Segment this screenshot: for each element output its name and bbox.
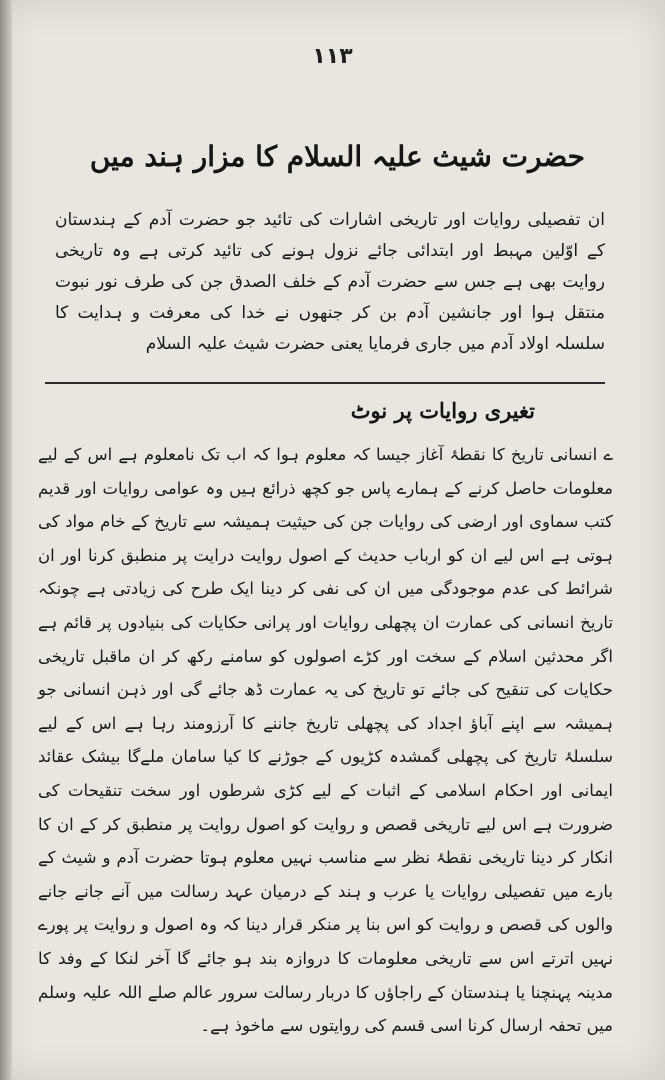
intro-text: ان تفصیلی روایات اور تاریخی اشارات کی تائید جو حضرت آدم کے ہندستان کے اوّلین مہبط اور ابتدائی جائے نزول ہونے کی تائید کرتی ہے وہ تاریخی روایت بھی ہے جس سے حضرت آدم کے خلف الصدق جن کی طرف نور نبوت منتقل ہوا اور جانشین آدم بن کر جنھوں نے خدا کی معرفت و ہدایت کا سلسلہ اولاد آدم میں جاری فرمایا یعنی حضرت شیث علیہ السلام [55, 210, 605, 354]
page-edge-shadow [0, 0, 12, 1080]
chapter-title: حضرت شیث علیہ السلام کا مزار ہند میں [89, 140, 585, 173]
note-heading: تغیری روایات پر نوٹ [350, 398, 535, 423]
intro-paragraph [55, 205, 605, 360]
note-text: ے انسانی تاریخ کا نقطۂ آغاز جیسا کہ معلوم ہوا کہ اب تک نامعلوم ہے اس کے لیے معلومات حاصل کرنے کے ہمارے پاس جو کچھ ذرائع ہیں وہ عوامی روایات اور قدیم کتب سماوی اور ارضی کی روایات جن کی حیثیت ہمیشہ سے تاریخ کے خام مواد کی ہوتی ہے اس لیے ان کو ارباب حدیث کے اصول روایت درایت پر منطبق کرنا اور ان شرائط کی عدم موجودگی میں ان کی نفی کر دینا ایک طرح کی زیادتی ہے چونکہ تاریخ انسانی کی عمارت ان پچھلی روایات اور پرانی حکایات کی بنیادوں پر قائم ہے اگر محدثین اسلام کے سخت اور کڑے اصولوں کو سامنے رکھ کر ان ماقبل تاریخی حکایات کی تنقیح کی جائے تو تاریخ کی یہ عمارت ڈھ جائے گی اور ذہن انسانی جو ہمیشہ سے اپنے آباؤ اجداد کی پچھلی تاریخ جاننے کا آرزومند رہا ہے اس کے لیے سلسلۂ تاریخ کی پچھلی گمشدہ کڑیوں کے جوڑنے کا کیا سامان ملےگا بیشک عقائد ایمانی اور احکام اسلامی کے اثبات کے لیے کڑی شرطوں اور سخت تنقیحات کی ضرورت ہے اس لیے تاریخی قصص و روایت کو اصول روایت پر منطبق کر کے ان کا انکار کر دینا تاریخی نقطۂ نظر سے مناسب نہیں معلوم ہوتا حضرت آدم و شیث کے بارے میں تفصیلی روایات یا عرب و ہند کے درمیان عہد رسالت میں آنے جانے جانے والوں کی قصص و روایت کو اس بنا پر منکر قرار دینا کہ وہ اصول و روایت پر پورے نہیں اترتے اس سے تاریخی معلومات کا دروازہ بند ہو جائے گا آخر لنکا کے وفد کا مدینہ پہنچنا یا ہندستان کے راجاؤں کا دربار رسالت سرور عالم صلے اللہ علیہ وسلم میں تحفہ ارسال کرنا اسی قسم کی روایتوں سے ماخوذ ہے۔ [38, 445, 613, 1036]
section-divider [45, 382, 605, 384]
page-number: ۱۱۳ [312, 44, 353, 69]
note-paragraph [38, 438, 613, 1043]
